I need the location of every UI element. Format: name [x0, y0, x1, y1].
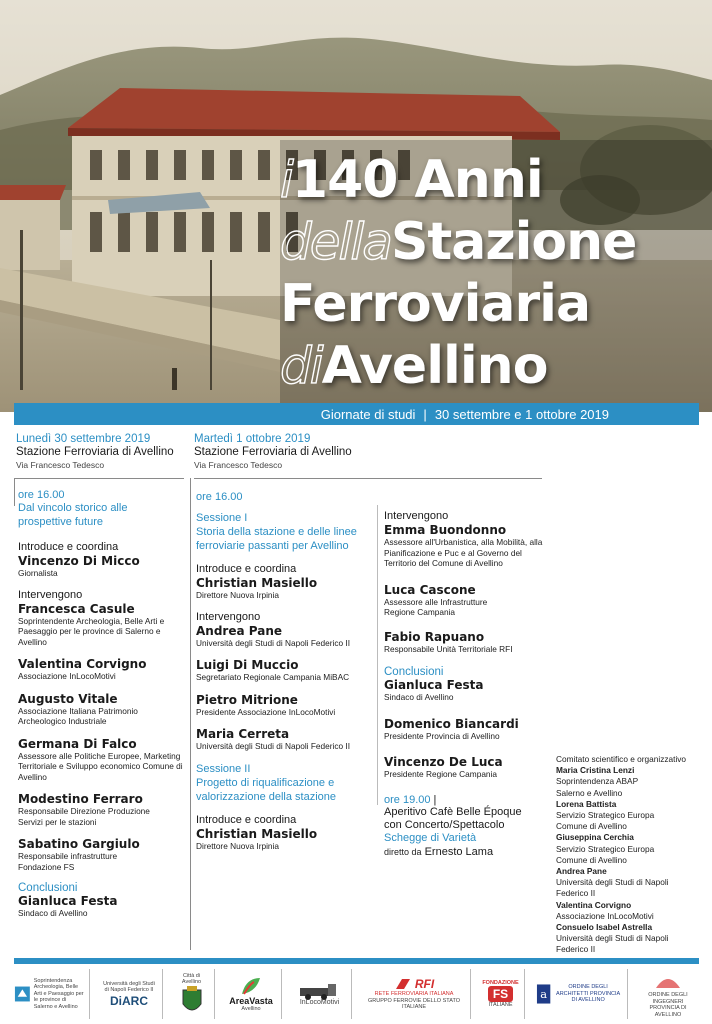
day2-time: ore 16.00: [196, 491, 243, 503]
logo-inlocomotivi-text: InLocoMotivi: [299, 998, 340, 1006]
speaker-item: [196, 658, 376, 683]
footer-bar: [14, 958, 699, 964]
speaker-desc: Presidente Associazione InLocoMotivi: [196, 706, 336, 717]
speaker-desc: Assessore all'Urbanistica, alla Mobilità, alla Pianificazione e Puc e al Governo del Territorio del Comune di Avellino: [384, 537, 543, 568]
logo-fs-text: FS: [488, 986, 513, 1002]
aperitivo: [384, 794, 554, 859]
speaker-name: Germana Di Falco: [18, 736, 137, 751]
member-affiliation: Servizio Strategico Europa: [556, 843, 655, 854]
locomotive-icon: [298, 982, 342, 1000]
conclusion-name: Vincenzo De Luca: [384, 755, 503, 769]
divider-day2: [194, 478, 542, 479]
day1-conclusion-name: Gianluca Festa: [18, 894, 118, 908]
member-affiliation: Federico II: [556, 944, 596, 955]
committee-member: [556, 799, 706, 833]
day2-program-continued: [384, 510, 554, 859]
member-affiliation: Università degli Studi di Napoli: [556, 877, 669, 888]
logo-fs-top: FONDAZIONE: [482, 979, 519, 986]
member-name: Andrea Pane: [556, 866, 607, 877]
logo-comune: [169, 969, 215, 1019]
day1-street: Via Francesco Tedesco: [16, 460, 105, 470]
session2-label: Sessione II: [196, 762, 251, 775]
day1-place: Stazione Ferroviaria di Avellino: [16, 446, 174, 458]
speaker-item: [196, 693, 376, 718]
scientific-committee: [556, 754, 706, 956]
title-anniversary: 140 Anni: [291, 150, 543, 210]
divider-day1: [14, 478, 184, 479]
member-affiliation: Salerno e Avellino: [556, 787, 623, 798]
s1-intro-desc: Direttore Nuova Irpinia: [196, 590, 280, 600]
logo-areavasta-sub: Avellino: [241, 1005, 261, 1012]
speaker-name: Pietro Mitrione: [196, 692, 298, 707]
speaker-name: Fabio Rapuano: [384, 629, 485, 644]
logo-rfi: [359, 969, 471, 1019]
s2-intro-desc: Direttore Nuova Irpinia: [196, 840, 280, 851]
directed-by: diretto da: [384, 846, 422, 857]
day1-time: ore 16.00: [18, 489, 65, 501]
logo-fondazione-fs: [477, 969, 525, 1019]
conclusion-item: [384, 755, 554, 780]
title-line-4: [280, 336, 712, 398]
member-affiliation: Servizio Strategico Europa: [556, 810, 655, 821]
s1-speakers-label: Intervengono: [196, 610, 261, 623]
column-divider-1: [190, 478, 191, 950]
speaker-name: Valentina Corvigno: [18, 657, 147, 671]
speaker-desc: Responsabile infrastrutture Fondazione FS: [18, 851, 118, 872]
logo-rfi-text: RFI: [414, 977, 435, 992]
speaker-desc: Università degli Studi di Napoli Federico II: [196, 741, 351, 751]
logo-rfi-sub2: GRUPPO FERROVIE DELLO STATO ITALIANE: [368, 997, 460, 1011]
day1-intro-role: Introduce e coordina: [18, 541, 119, 553]
day1-intro-name: Vincenzo Di Micco: [18, 554, 140, 568]
committee-member: [556, 866, 706, 900]
day1-intro-desc: Giornalista: [18, 568, 58, 578]
logo-soprintendenza-text: Soprintendenza Archeologia, Belle Arti e Paesaggio per le province di Salerno e Avellino: [33, 977, 84, 1010]
speaker-desc: Associazione Italiana Patrimonio Archeologico Industriale: [18, 705, 138, 726]
speaker-name: Augusto Vitale: [18, 691, 118, 706]
member-affiliation: Comune di Avellino: [556, 854, 627, 865]
speaker-item: [18, 837, 186, 872]
day1-session-title: Dal vincolo storico alle prospettive future: [18, 502, 128, 528]
title-article: i: [280, 151, 292, 209]
logo-fs-sub: ITALIANE: [488, 1002, 513, 1008]
day2-date: Martedì 1 ottobre 2019: [194, 433, 311, 445]
day2-street: Via Francesco Tedesco: [194, 460, 283, 470]
speaker-item: [196, 727, 376, 752]
column-tick-1: [14, 478, 15, 506]
day1-header: [16, 433, 174, 472]
speaker-desc: Segretariato Regionale Campania MiBAC: [196, 672, 350, 682]
aperitivo-separator: |: [433, 793, 437, 806]
s2-intro-role: Introduce e coordina: [196, 813, 297, 826]
day2-program: [196, 491, 376, 851]
logo-comune-text: Città di Avellino: [181, 972, 202, 985]
day1-date: Lunedì 30 settembre 2019: [16, 433, 151, 445]
speaker-item: [18, 737, 186, 783]
director-name: Ernesto Lama: [424, 845, 494, 858]
member-affiliation: Federico II: [556, 888, 596, 899]
speaker-item: [384, 630, 554, 655]
speaker-item: [18, 792, 186, 827]
logo-rfi-sub: RETE FERROVIARIA ITALIANA: [374, 991, 454, 998]
s1-intro-role: Introduce e coordina: [196, 563, 297, 575]
aperitivo-show: Schegge di Varietà: [384, 831, 477, 844]
speaker-item: [384, 583, 554, 618]
session1-title: Storia della stazione e delle linee ferroviarie passanti per Avellino: [196, 526, 357, 552]
s2-speakers-label: Intervengono: [384, 510, 449, 522]
logo-inlocomotivi: [288, 969, 352, 1019]
title-line-1: [280, 150, 712, 212]
aperitivo-line2: con Concerto/Spettacolo: [384, 818, 505, 831]
speaker-desc: Assessore alle Infrastrutture Regione Campania: [384, 596, 488, 617]
event-title: [280, 150, 712, 398]
day2-header: [194, 433, 352, 472]
speaker-item: [196, 624, 376, 649]
conclusion-item: [384, 717, 554, 742]
member-name: Maria Cristina Lenzi: [556, 765, 635, 776]
conclusion-name: Gianluca Festa: [384, 678, 484, 692]
speaker-name: Luigi Di Muccio: [196, 658, 299, 672]
day1-program: [18, 489, 186, 919]
conclusion-desc: Presidente Provincia di Avellino: [384, 730, 500, 741]
svg-text:a: a: [539, 986, 547, 1001]
banner-dates: 30 settembre e 1 ottobre 2019: [434, 406, 609, 422]
title-preposition: della: [280, 213, 391, 271]
committee-member: [556, 922, 706, 956]
member-name: Giuseppina Cerchia: [556, 832, 634, 843]
speaker-name: Luca Cascone: [384, 582, 476, 597]
speaker-name: Emma Buondonno: [384, 523, 507, 537]
conclusion-name: Domenico Biancardi: [384, 716, 519, 731]
committee-title: Comitato scientifico e organizzativo: [556, 754, 687, 764]
areavasta-leaf-icon: [240, 976, 262, 996]
speaker-item: [384, 523, 554, 569]
title-line-3: [280, 274, 712, 336]
conclusion-desc: Presidente Regione Campania: [384, 769, 498, 779]
member-affiliation: Associazione InLocoMotivi: [556, 910, 654, 921]
speaker-item: [18, 657, 186, 682]
title-ferroviaria: Ferroviaria: [280, 274, 591, 334]
member-name: Lorena Battista: [556, 798, 617, 809]
logo-diarc: [97, 969, 163, 1019]
title-di: di: [280, 337, 322, 395]
aperitivo-time: ore 19.00: [384, 793, 431, 806]
logo-ingegneri: [634, 969, 702, 1019]
hero-image: [0, 0, 712, 412]
dates-banner: [14, 403, 699, 425]
committee-member: [556, 765, 706, 799]
day1-conclusion-desc: Sindaco di Avellino: [18, 908, 88, 918]
speaker-desc: Responsabile Unità Territoriale RFI: [384, 643, 513, 654]
member-name: Valentina Corvigno: [556, 899, 632, 910]
speaker-desc: Associazione InLocoMotivi: [18, 671, 116, 681]
day1-speakers-label: Intervengono: [18, 588, 83, 601]
conclusion-desc: Sindaco di Avellino: [384, 692, 454, 702]
city-crest-icon: [181, 986, 203, 1016]
title-avellino: Avellino: [321, 336, 548, 396]
day1-conclusions-label: Conclusioni: [18, 882, 78, 894]
aperitivo-line1: Aperitivo Cafè Belle Époque: [384, 805, 522, 818]
committee-member: [556, 900, 706, 922]
engineers-emblem-icon: [653, 970, 683, 992]
speaker-desc: Responsabile Direzione Produzione Servizi per le stazioni: [18, 806, 150, 827]
ministry-emblem-icon: [14, 985, 31, 1003]
member-affiliation: Soprintendenza ABAP: [556, 776, 639, 787]
speaker-item: [18, 602, 186, 648]
speaker-name: Modestino Ferraro: [18, 792, 143, 806]
speaker-name: Maria Cerreta: [196, 727, 290, 741]
speaker-name: Andrea Pane: [196, 623, 283, 638]
member-affiliation: Comune di Avellino: [556, 821, 627, 832]
partner-logos: [10, 968, 702, 1020]
speaker-desc: Assessore alle Politiche Europee, Marketing Territoriale e Sviluppo economico Comune di Avellino: [18, 750, 183, 782]
s1-intro-name: Christian Masiello: [196, 576, 318, 590]
speaker-name: Sabatino Gargiulo: [18, 837, 140, 851]
logo-areavasta: [222, 969, 282, 1019]
session1-label: Sessione I: [196, 512, 248, 524]
day2-place: Stazione Ferroviaria di Avellino: [194, 446, 352, 458]
logo-ingegneri-text: ORDINE DEGLI INGEGNERI PROVINCIA DI AVELLINO: [648, 992, 688, 1018]
banner-separator: |: [423, 406, 427, 422]
logo-architetti-text: ORDINE DEGLI ARCHITETTI PROVINCIA DI AVELLINO: [556, 984, 621, 1004]
logo-diarc-text: DiARC: [110, 993, 148, 1008]
committee-member: [556, 832, 706, 866]
speaker-desc: Soprintendente Archeologia, Belle Arti e Paesaggio per le province di Salerno e Avellino: [18, 615, 165, 647]
session2-title: Progetto di riqualificazione e valorizzazione della stazione: [196, 776, 337, 803]
title-stazione: Stazione: [390, 212, 637, 272]
logo-soprintendenza: [10, 969, 90, 1019]
speaker-item: [18, 692, 186, 727]
logo-diarc-sub: Università degli Studi di Napoli Federico II: [103, 980, 155, 993]
member-affiliation: Università degli Studi di Napoli: [556, 933, 669, 944]
title-line-2: [280, 212, 712, 274]
speaker-desc: Università degli Studi di Napoli Federico II: [196, 637, 351, 648]
speaker-name: Francesca Casule: [18, 601, 135, 616]
banner-label: Giornate di studi: [320, 406, 416, 422]
day2-conclusions-label: Conclusioni: [384, 666, 444, 678]
architects-emblem-icon: [536, 983, 551, 1005]
rfi-lines-icon: [394, 977, 412, 991]
member-name: Consuelo Isabel Astrella: [556, 922, 653, 933]
column-divider-2: [377, 505, 378, 805]
conclusion-item: [384, 678, 554, 703]
logo-architetti: [532, 969, 628, 1019]
logo-areavasta-text: AreaVasta: [229, 995, 273, 1006]
s2-intro-name: Christian Masiello: [196, 826, 318, 841]
